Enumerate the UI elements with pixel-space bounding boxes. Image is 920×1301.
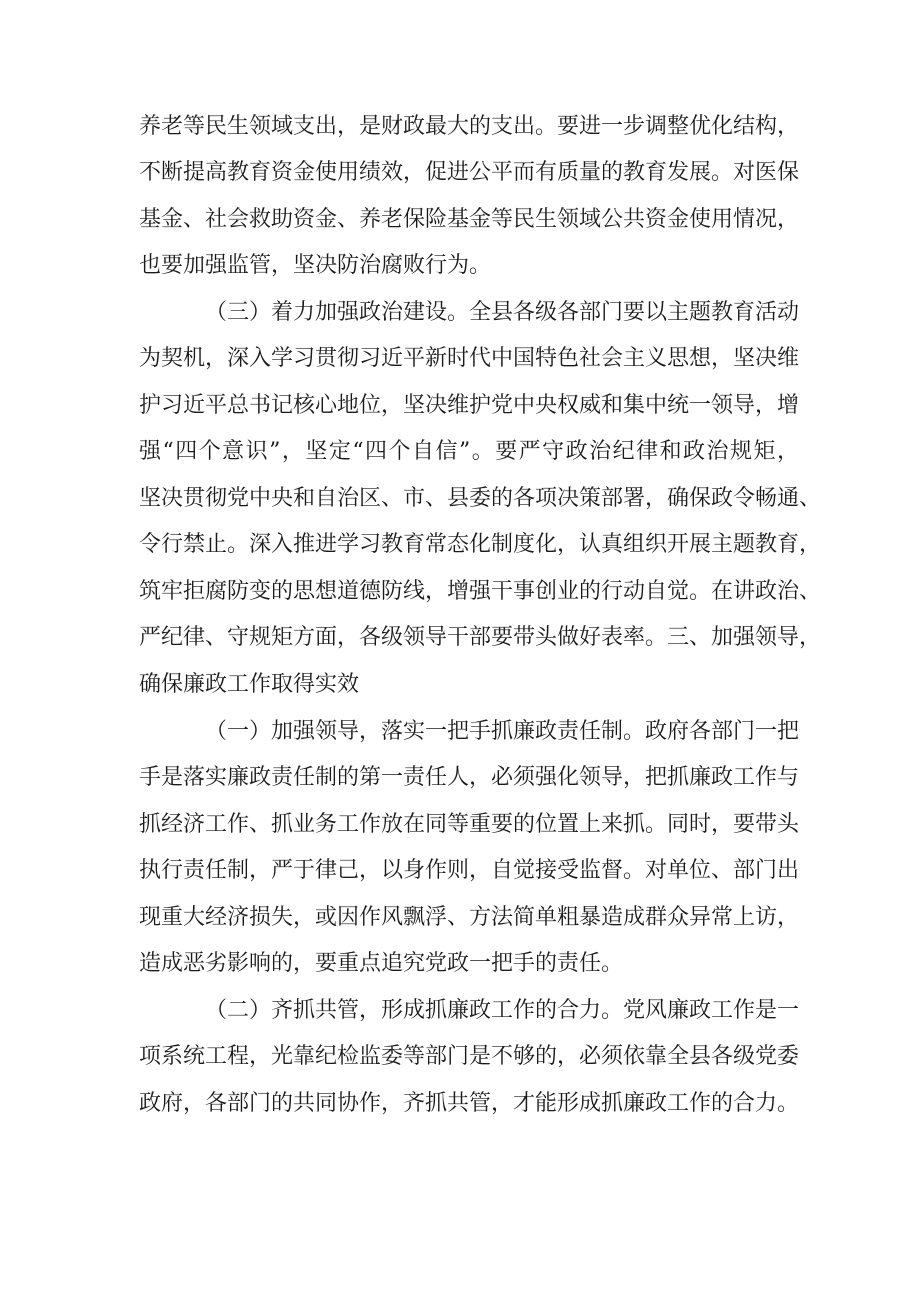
paragraph-heading-line: （三）着力加强政治建设。全县各级各部门要以主题教育活动: [205, 300, 800, 325]
text-line: 项系统工程，光靠纪检监委等部门是不够的，必须依靠全县各级党委: [139, 1044, 800, 1069]
text-line: 基金、社会救助资金、养老保险基金等民生领域公共资金使用情况，: [139, 207, 800, 232]
text-line: 政府，各部门的共同协作，齐抓共管，才能形成抓廉政工作的合力。: [139, 1091, 800, 1116]
paragraph-heading-line: （一）加强领导，落实一把手抓廉政责任制。政府各部门一把: [205, 719, 800, 744]
text-line: 执行责任制，严于律己，以身作则，自觉接受监督。对单位、部门出: [139, 858, 800, 883]
text-line: 令行禁止。深入推进学习教育常态化制度化，认真组织开展主题教育，: [139, 532, 822, 557]
text-line: 为契机，深入学习贯彻习近平新时代中国特色社会主义思想，坚决维: [139, 346, 800, 371]
text-line: 抓经济工作、抓业务工作放在同等重要的位置上来抓。同时，要带头: [139, 812, 800, 837]
text-line: 筑牢拒腐防变的思想道德防线，增强干事创业的行动自觉。在讲政治、: [139, 579, 822, 604]
text-line: 养老等民生领域支出，是财政最大的支出。要进一步调整优化结构，: [139, 114, 800, 139]
text-line: 护习近平总书记核心地位，坚决维护党中央权威和集中统一领导，增: [139, 393, 800, 418]
text-line: 坚决贯彻党中央和自治区、市、县委的各项决策部署，确保政令畅通、: [139, 486, 822, 511]
text-line: 造成恶劣影响的，要重点追究党政一把手的责任。: [139, 951, 624, 976]
text-line: 确保廉政工作取得实效: [139, 672, 360, 697]
text-line: 严纪律、守规矩方面，各级领导干部要带头做好表率。三、加强领导，: [139, 625, 822, 650]
text-line: 现重大经济损失，或因作风飘浮、方法简单粗暴造成群众异常上访，: [139, 905, 800, 930]
text-line: 手是落实廉政责任制的第一责任人，必须强化领导，把抓廉政工作与: [139, 765, 800, 790]
text-line: 也要加强监管，坚决防治腐败行为。: [139, 253, 492, 278]
paragraph-heading-line: （二）齐抓共管，形成抓廉政工作的合力。党风廉政工作是一: [205, 998, 800, 1023]
text-line: 不断提高教育资金使用绩效，促进公平而有质量的教育发展。对医保: [139, 160, 800, 185]
text-line: 强“四个意识”，坚定“四个自信”。要严守政治纪律和政治规矩，: [139, 439, 799, 464]
